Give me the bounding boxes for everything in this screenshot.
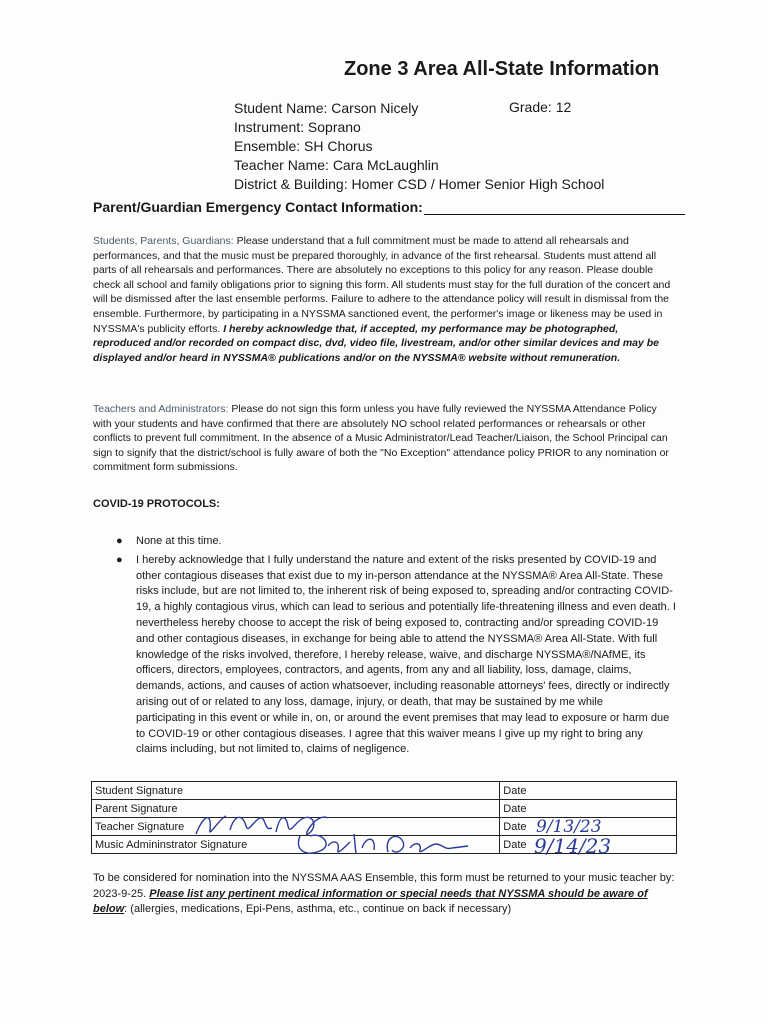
covid-bullet-list	[116, 534, 676, 758]
admin-date-value: 9/14/23	[534, 834, 612, 858]
return-instructions	[93, 871, 683, 918]
student-date-cell[interactable]: Date	[500, 782, 677, 800]
teacher-date-cell[interactable]: Date	[500, 818, 677, 836]
emergency-contact-field[interactable]	[93, 199, 685, 215]
teacher-signature-cell[interactable]: Teacher Signature	[92, 818, 500, 836]
covid-heading: COVID-19 PROTOCOLS:	[93, 498, 220, 510]
form-title: Zone 3 Area All-State Information	[344, 58, 660, 80]
ensemble: Ensemble: SH Chorus	[234, 138, 373, 154]
teachers-body: Please do not sign this form unless you have fully reviewed the NYSSMA Attendance Policy with your students and have confirmed that there are absolutely NO school related performances or rehearsals or other conflicts to prevent full commitment. In the absence of a Music Administrator/Lead Teacher/Liaison, the School Principal can sign to signify that the district/school is fully aware of both the "No Exception" attendance policy PRIOR to any nomination or commitment form submissions.	[93, 403, 669, 474]
return-instructions-text: To be considered for nomination into the NYSSMA AAS Ensemble, this form must be returned to your music teacher by: 2023-9-25.	[93, 872, 675, 900]
instrument: Instrument: Soprano	[234, 119, 361, 135]
bullet-dot-icon: ●	[116, 535, 123, 547]
student-name: Student Name: Carson Nicely	[234, 100, 419, 116]
parent-signature-cell[interactable]: Parent Signature	[92, 800, 500, 818]
emergency-contact-label: Parent/Guardian Emergency Contact Information:	[93, 199, 423, 215]
parent-date-cell[interactable]: Date	[500, 800, 677, 818]
table-row	[92, 782, 677, 800]
covid-bullet-2	[116, 553, 676, 758]
students-lead: Students, Parents, Guardians:	[93, 235, 234, 247]
teacher-date-value: 9/13/23	[536, 817, 602, 837]
teachers-lead: Teachers and Administrators:	[93, 403, 229, 415]
bullet-dot-icon: ●	[116, 553, 123, 566]
admin-signature-cell[interactable]: Music Admininstrator Signature	[92, 836, 500, 854]
covid-bullet-2-text: I hereby acknowledge that I fully understand the nature and extent of the risks presented by COVID-19 and other contagious diseases that exist due to my in-person attendance at the NYSSMA® Area All-State. These risks include, but are not limited to, the inherent risk of being exposed to, spreading and/or contracting COVID-19, a highly contagious virus, which can lead to serious and potentially life-threatening illness and even death. I nevertheless hereby choose to accept the risk of being exposed to, contracting and/or spreading COVID-19 and other contagious diseases, in exchange for being able to attend the NYSSMA® Area All-State. With full knowledge of the risks involved, therefore, I hereby release, waive, and discharge NYSSMA®/NAfME, its officers, directors, employees, contractors, and agents, from any and all liability, loss, damage, claims, demands, actions, and causes of action whatsoever, including reasonable attorneys' fees, directly or indirectly arising out of or related to any loss, damage, injury, or death, that may be sustained by me while	[136, 553, 676, 708]
emergency-contact-line[interactable]	[424, 200, 685, 215]
teachers-admins-paragraph	[93, 402, 675, 475]
admin-signature-scribble	[292, 826, 472, 862]
students-parents-paragraph	[93, 234, 675, 365]
admin-date-cell[interactable]: Date	[500, 836, 677, 854]
student-signature-cell[interactable]: Student Signature	[92, 782, 500, 800]
media-acknowledgement: I hereby acknowledge that, if accepted, my performance may be photographed, reproduced and/or recorded on compact disc, dvd, video file, livestream, and/or other similar devices and may be displayed and/or heard in NYSSMA® publications and/or on the NYSSMA® website without remuneration.	[93, 322, 660, 364]
district-building: District & Building: Homer CSD / Homer Senior High School	[234, 176, 605, 192]
students-body: Please understand that a full commitment must be made to attend all rehearsals and performances, and that the music must be prepared thoroughly, in advance of the first rehearsal. Students must attend all parts of all rehearsals and performances. There are absolutely no exceptions to this policy for any reason. Please double check all school and family obligations prior to signing this form. All students must stay for the full duration of the concert and will be dismissed after the last ensemble performs. Failure to adhere to the attendance policy will result in dismissal from the ensemble. Furthermore, by participating in a NYSSMA sanctioned event, the performer's image or likeness may be used in NYSSMA's publicity efforts.	[93, 235, 671, 335]
medical-info-request: Please list any pertinent medical information or special needs that NYSSMA should be aware of below	[93, 887, 648, 915]
teacher-name: Teacher Name: Cara McLaughlin	[234, 157, 439, 173]
medical-info-examples: : (allergies, medications, Epi-Pens, asthma, etc., continue on back if necessary)	[124, 903, 512, 915]
grade: Grade: 12	[509, 99, 572, 115]
covid-bullet-1	[116, 534, 676, 550]
covid-bullet-1-text: None at this time.	[136, 535, 222, 547]
covid-bullet-2-continuation: participating in this event or while in, on, or around the event premises that may lead to exposure or harm due to COVID-19 or other contagious diseases. I agree that this waiver means I give up my right to bring any claims including, but not limited to, claims of negligence.	[136, 711, 670, 756]
admin-date-handwriting	[532, 833, 652, 861]
